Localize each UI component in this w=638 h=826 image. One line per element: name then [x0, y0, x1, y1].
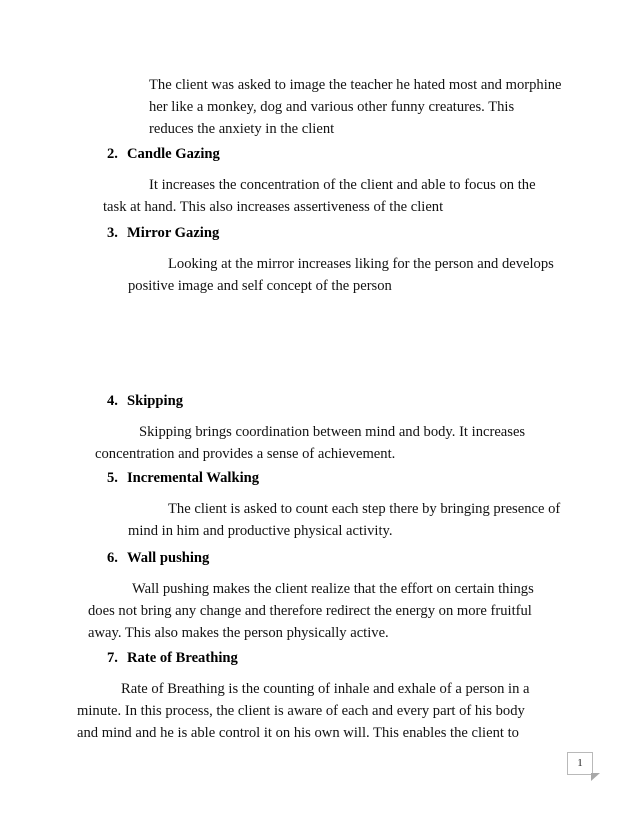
page-number-label: 1	[577, 757, 583, 769]
paragraph-item-6	[88, 578, 578, 644]
paragraph-item-5	[128, 498, 578, 542]
heading-title: Rate of Breathing	[127, 650, 238, 666]
paragraph-line: away. This also makes the person physically active.	[88, 625, 389, 641]
heading-item-6	[107, 548, 209, 569]
heading-number: 6.	[107, 550, 118, 566]
paragraph-line: The client was asked to image the teacher he hated most and morphine	[149, 77, 562, 93]
paragraph-line: positive image and self concept of the person	[128, 278, 392, 294]
paragraph-line: The client is asked to count each step there by bringing presence of	[168, 501, 561, 517]
paragraph-item-4	[95, 421, 565, 465]
paragraph-line: and mind and he is able control it on his own will. This enables the client to	[77, 725, 519, 741]
heading-number: 2.	[107, 146, 118, 162]
paragraph-line: does not bring any change and therefore redirect the energy on more fruitful	[88, 603, 532, 619]
heading-item-2	[107, 144, 220, 165]
heading-item-5	[107, 468, 259, 489]
heading-number: 4.	[107, 393, 118, 409]
heading-item-7	[107, 648, 238, 669]
paragraph-line: minute. In this process, the client is aware of each and every part of his body	[77, 703, 525, 719]
heading-title: Candle Gazing	[127, 146, 220, 162]
heading-number: 3.	[107, 225, 118, 241]
intro-paragraph	[149, 74, 579, 140]
heading-item-3	[107, 223, 219, 244]
heading-title: Wall pushing	[127, 550, 210, 566]
paragraph-line: It increases the concentration of the client and able to focus on the	[149, 177, 536, 193]
heading-title: Skipping	[127, 393, 183, 409]
paragraph-line: concentration and provides a sense of achievement.	[95, 446, 396, 462]
page-number-badge	[567, 752, 593, 775]
heading-item-4	[107, 391, 183, 412]
folded-corner-icon	[591, 773, 600, 781]
paragraph-line: Skipping brings coordination between mind and body. It increases	[139, 424, 526, 440]
heading-title: Incremental Walking	[127, 470, 260, 486]
paragraph-line: her like a monkey, dog and various other funny creatures. This	[149, 99, 515, 115]
paragraph-line: Wall pushing makes the client realize that the effort on certain things	[132, 581, 534, 597]
paragraph-line: task at hand. This also increases assertiveness of the client	[103, 199, 444, 215]
paragraph-line: Looking at the mirror increases liking for the person and develops	[168, 256, 554, 272]
paragraph-item-2	[103, 174, 573, 218]
heading-number: 5.	[107, 470, 118, 486]
heading-title: Mirror Gazing	[127, 225, 220, 241]
heading-number: 7.	[107, 650, 118, 666]
paragraph-item-3	[128, 253, 578, 297]
paragraph-line: mind in him and productive physical activity.	[128, 523, 393, 539]
paragraph-line: reduces the anxiety in the client	[149, 121, 335, 137]
paragraph-item-7	[77, 678, 577, 744]
paragraph-line: Rate of Breathing is the counting of inhale and exhale of a person in a	[121, 681, 530, 697]
